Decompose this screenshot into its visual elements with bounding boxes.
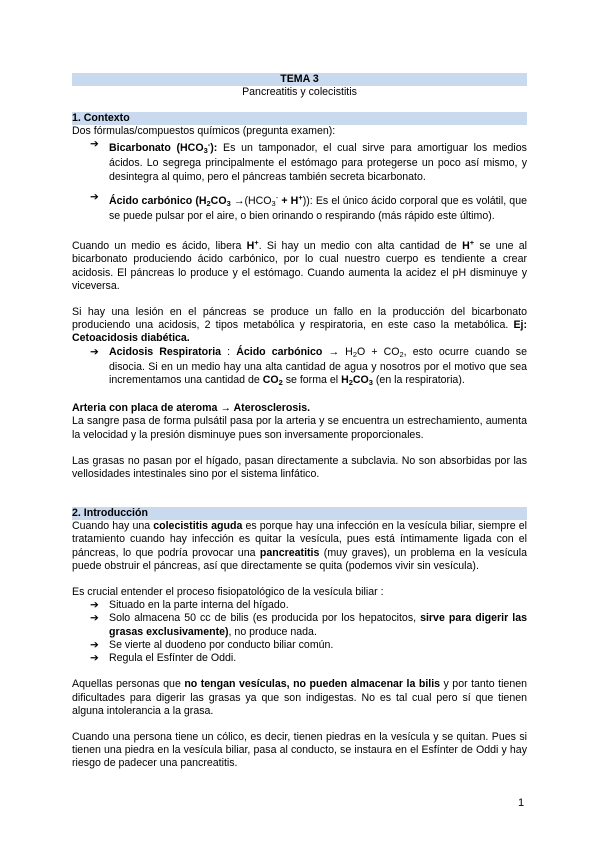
bullet-text: Es un tamponador, el cual sirve para amortiguar los medios ácidos. Lo segrega principalmente el estómago para protegerse un poco así mismo, y desintegra al quimo, pero el páncreas también secreta bicarbonato.	[109, 142, 527, 183]
section-heading-contexto: 1. Contexto	[72, 112, 527, 125]
fat-text: Las grasas no pasan por el hígado, pasan directamente a subclavia. No son absorbidas por las vellosidades intestinales sino por el sistema linfático.	[72, 454, 527, 481]
section-heading-introduccion: 2. Introducción	[72, 507, 527, 520]
vesicula-list	[72, 599, 527, 665]
paragraph-colico: Cuando una persona tiene un cólico, es decir, tienen piedras en la vesícula y se quitan. Pues si tienen una piedra en la vesícula biliar, pasa al conducto, se instaura en el Esfínter de Oddi y hay riesgo de padecer una pancreatitis.	[72, 730, 527, 770]
arrow-right-icon: ➔	[90, 599, 99, 612]
arrow-right-icon: ➔	[90, 190, 99, 203]
arrow-right-icon: ➔	[90, 345, 99, 358]
document-subtitle: Pancreatitis y colecistitis	[242, 86, 357, 98]
arrow-right-icon: ➔	[90, 138, 99, 151]
list-item: ➔ Situado en la parte interna del hígado.	[90, 599, 289, 612]
paragraph-proceso: Es crucial entender el proceso fisiopatológico de la vesícula biliar :	[72, 586, 384, 599]
paragraph-colecistitis: Cuando hay una colecistitis aguda es porque hay una infección en la vesícula biliar, siempre el tratamiento cuando hay infección es quitar la vesícula, pues está íntimamente ligada con el páncreas, lo que podría provocar una pancreatitis (muy graves), un problema en la vesícula puede obstruir el páncreas, así que directamente se quita (podemos vivir sin vesícula).	[72, 520, 528, 572]
bullet-label: Bicarbonato $(HCO_3^-)$:	[109, 140, 218, 156]
list-item: ➔ Regula el Esfínter de Oddi.	[90, 652, 237, 665]
bullet-acidosis-respiratoria: ➔ Acidosis Respiratoria : Ácido carbónico → $H_2O + CO_2$, esto ocurre cuando se disocia. Si en un medio hay una alta cantidad de agua y nosotros por el motivo que sea incrementamos una cantidad de $CO_2$ se forma el $H_2CO_3$ (en la respiratoria).	[90, 345, 527, 388]
page-number: 1	[518, 797, 525, 809]
bullet-label: Ácido carbónico ($H_2CO_3$	[109, 194, 231, 208]
bullet-bicarbonato	[72, 138, 527, 184]
bullet-text: : Es el único ácido corporal que es volátil, que se puede pulsar por el aire, o bien orinando o respirando (más rápido este último).	[109, 194, 527, 223]
arrow-right-icon: ➔	[90, 612, 99, 625]
paragraph-lesion-pancreas: Si hay una lesión en el páncreas se produce un fallo en la producción del bicarbonato produciendo una acidosis, 2 tipos metabólica y respiratoria, en este caso la metabólica. Ej: Cetoacidosis diabética.	[72, 306, 527, 345]
artery-heading: Arteria con placa de ateroma → Aterosclerosis.	[72, 402, 311, 415]
intro-text: Dos fórmulas/compuestos químicos (pregunta examen):	[72, 125, 336, 137]
list-item: ➔ Solo almacena 50 cc de bilis (es producida por los hepatocitos, sirve para digerir las grasas exclusivamente), no produce nada.	[90, 612, 527, 638]
list-item: ➔ Se vierte al duodeno por conducto biliar común.	[90, 638, 334, 651]
bullet-acido-carbonico: ➔ Ácido carbónico $(H_2CO_3 \to(HCO_3^- + H^+))$: Es el único ácido corporal que es volátil, que se puede pulsar por el aire, o bien orinando o respirando (más rápido este último).	[90, 190, 527, 223]
arrow-right-icon: ➔	[90, 638, 99, 651]
artery-text: La sangre pasa de forma pulsátil pasa por la arteria y se encuentra un estrechamiento, aumenta la velocidad y la presión disminuye pues son inversamente proporcionales.	[72, 415, 527, 441]
document-title: TEMA 3	[72, 73, 527, 86]
arrow-right-icon: ➔	[90, 652, 99, 665]
paragraph-sin-vesicula: Aquellas personas que no tengan vesículas, no pueden almacenar la bilis y por tanto tienen dificultades para digerir las grasas ya que son indigestas. No es tal cual pero sí que tienen alguna intolerancia a la grasa.	[72, 678, 527, 717]
document-page	[72, 73, 527, 771]
paragraph-acidez: Cuando un medio es ácido, libera H+. Si hay un medio con alta cantidad de H+ se une al bicarbonato produciendo ácido carbónico, por lo cual nuestro cuerpo es tendiente a crear acidosis. El páncreas lo produce y el estómago. Cuando aumenta la acidez el pH disminuye y viceversa.	[72, 238, 527, 292]
